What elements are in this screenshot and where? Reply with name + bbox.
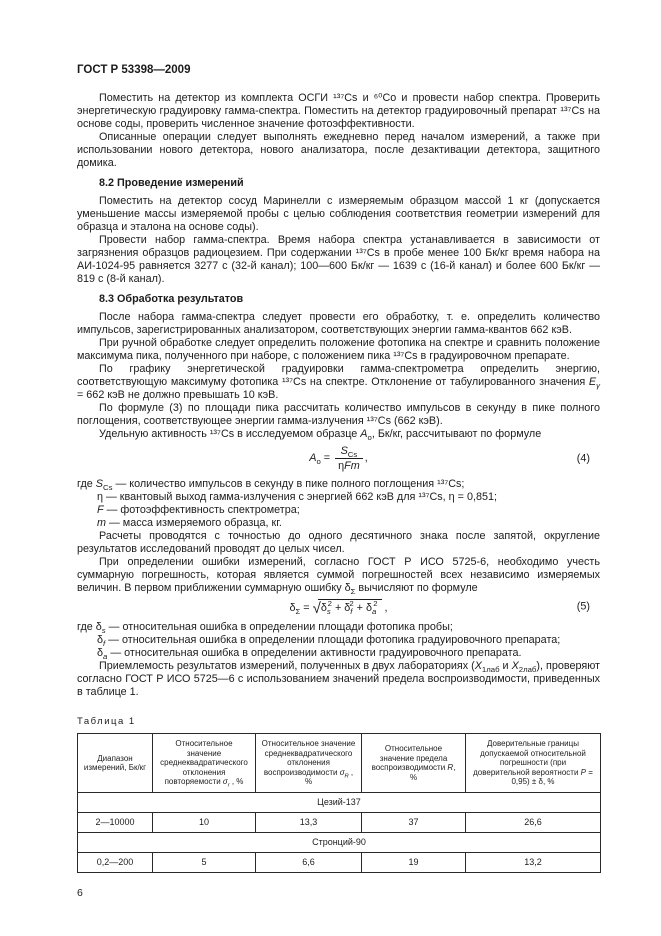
paragraph-energy-calibration: По графику энергетической градуировки гамма-спектрометра определить энергию, соответствующую максимуму фотопика ¹³⁷Cs на спектре. Отклонение от табулированного значения $E_\gamma = 662$ кэВ не должно превышать 10 кэВ. <box>77 363 600 401</box>
results-table <box>77 733 601 873</box>
equation-number-4: (4) <box>576 452 590 464</box>
table-cell: 13,3 <box>256 813 362 833</box>
fraction <box>335 445 363 472</box>
table-cell: 13,2 <box>466 853 601 873</box>
table-cell: 26,6 <box>466 813 601 833</box>
page-number: 6 <box>77 887 83 899</box>
formula-4-expression: $A_o$ = $\frac{S_{Cs}}{\text{ηFm}}$ , <box>309 445 368 472</box>
paragraph-osgi-setup: Поместить на детектор из комплекта ОСГИ ¹³⁷Cs и ⁶⁰Co и провести набор спектра. Проверить энергетическую градуировку гамма-спектра. Поместить на детектор градуировочный препарат ¹³⁷Cs на основе соды, проверить численное значение фотоэффективности. <box>77 92 600 130</box>
paragraph-error-determination: При определении ошибки измерений, согласно ГОСТ Р ИСО 5725-6, необходимо учесть суммарную погрешность, которая является суммой погрешностей всех независимо измеряемых величин. В первом приближении суммарную ошибку $\delta_\Sigma$ вычисляют по формуле <box>77 556 600 597</box>
paragraph-rounding: Расчеты проводятся с точностью до одного десятичного знака после запятой, округление результатов исследований проводят до целых чисел. <box>77 530 600 555</box>
sqrt-symbol: √ <box>312 600 321 617</box>
paragraph-formula3-reference: По формуле (3) по площади пика рассчитать количество импульсов в секунду в пике полного поглощения, соответствующее энергии гамма-излучения ¹³⁷Cs (662 кэВ). <box>77 402 600 427</box>
table-cell: 10 <box>153 813 256 833</box>
table-header-range: Диапазон измерений, Бк/кг <box>78 734 153 793</box>
fraction-numerator: $S_{Cs}$ <box>335 445 363 459</box>
formula-4 <box>77 445 600 472</box>
section-heading-8-2: 8.2 Проведение измерений <box>99 177 244 189</box>
definition-line-m: m — масса измеряемого образца, кг. <box>97 517 282 529</box>
table-row-cesium <box>78 813 601 833</box>
table-header-limit-R: Относительное значение предела воспроизводимости R, % <box>362 734 466 793</box>
table-header-sigma-R: Относительное значение среднеквадратического отклонения воспроизводимости $\sigma_R$ , % <box>256 734 362 793</box>
equation-number-5: (5) <box>576 600 590 613</box>
definition-line-f: F — фотоэффективность спектрометра; <box>97 504 300 516</box>
table-group-row-cesium <box>78 793 601 813</box>
definition-line-scs: где $S_{Cs}$ — количество импульсов в секунду в пике полного поглощения ¹³⁷Cs; <box>77 478 465 493</box>
table-header-sigma-r: Относительное значение среднеквадратического отклонения повторяемости $\sigma_r$ , % <box>153 734 256 793</box>
document-header: ГОСТ Р 53398—2009 <box>77 64 191 76</box>
formula-5 <box>77 599 600 615</box>
paragraph-daily-operations: Описанные операции следует выполнять ежедневно перед началом измерений, а также при использовании нового детектора, нового анализатора, после дезактивации детектора, защитного домика. <box>77 131 600 169</box>
table-header-confidence: Доверительные границы допускаемой относительной погрешности (при доверительной вероятности P = 0,95) ± δ, % <box>466 734 601 793</box>
table-row-strontium <box>78 853 601 873</box>
group-label-cesium-137: Цезий-137 <box>78 793 601 813</box>
table-cell: 19 <box>362 853 466 873</box>
table-cell: 0,2—200 <box>78 853 153 873</box>
section-heading-8-3: 8.3 Обработка результатов <box>99 293 244 305</box>
paragraph-specific-activity: Удельную активность ¹³⁷Cs в исследуемом образце $A_o$, Бк/кг, рассчитывают по формуле <box>99 428 542 443</box>
table-cell: 6,6 <box>256 853 362 873</box>
table-cell: 5 <box>153 853 256 873</box>
formula-5-expression: $\delta_\Sigma = √\delta_s^2 + \delta_f^2 + \delta_a^2$ , <box>289 599 388 617</box>
table-group-row-strontium <box>78 833 601 853</box>
table-cell: 2—10000 <box>78 813 153 833</box>
paragraph-manual-processing: При ручной обработке следует определить положение фотопика на спектре и сравнить положение максимума пика, полученного при наборе, с положением пика ¹³⁷Cs в градуировочном препарате. <box>77 337 600 362</box>
paragraph-processing-intro: После набора гамма-спектра следует провести его обработку, т. е. определить количество импульсов, зарегистрированных анализатором, соответствующих энергии гамма-квантов 662 кэВ. <box>77 311 600 336</box>
definition-line-delta-s: где $\delta_s$ — относительная ошибка в определении площади фотопика пробы; <box>77 621 453 636</box>
paragraph-marinelli-vessel: Поместить на детектор сосуд Маринелли с измеряемым образцом массой 1 кг (допускается уменьшение массы измеряемой пробы с целью соблюдения соответствия геометрии измерений для образца и эталона на основе соды). <box>77 195 600 233</box>
fraction-denominator: ηFm <box>338 460 360 472</box>
paragraph-acceptability: Приемлемость результатов измерений, полученных в двух лабораториях ($X_{1лаб}$ и $X_{2лаб}$), проверяют согласно ГОСТ Р ИСО 5725—6 с использованием значений предела воспроизводимости, приведенных в таблице 1. <box>77 660 600 698</box>
group-label-strontium-90: Стронций-90 <box>78 833 601 853</box>
sqrt-radicand: $\delta_s^2 + \delta_f^2 + \delta_a^2$ <box>318 599 382 615</box>
table-header-row <box>78 734 601 793</box>
paragraph-spectrum-acquisition-time: Провести набор гамма-спектра. Время набора спектра устанавливается в зависимости от загрязнения образцов радиоцезием. При содержании ¹³⁷Cs в пробе менее 100 Бк/кг время набора на АИ-1024-95 равняется 3277 с (32-й канал); 100—600 Бк/кг — 1639 с (16-й канал) и более 600 Бк/кг — 819 с (8-й канал). <box>77 234 600 285</box>
definition-line-eta: η — квантовый выход гамма-излучения с энергией 662 кэВ для ¹³⁷Cs, η = 0,851; <box>97 491 498 503</box>
table-label: Таблица 1 <box>77 716 136 727</box>
definition-line-delta-f: $\delta_f$ — относительная ошибка в определении площади фотопика градуировочного препарата; <box>97 634 561 649</box>
table-cell: 37 <box>362 813 466 833</box>
definition-line-delta-a: $\delta_a$ — относительная ошибка в определении активности градуировочного препарата. <box>97 647 522 662</box>
